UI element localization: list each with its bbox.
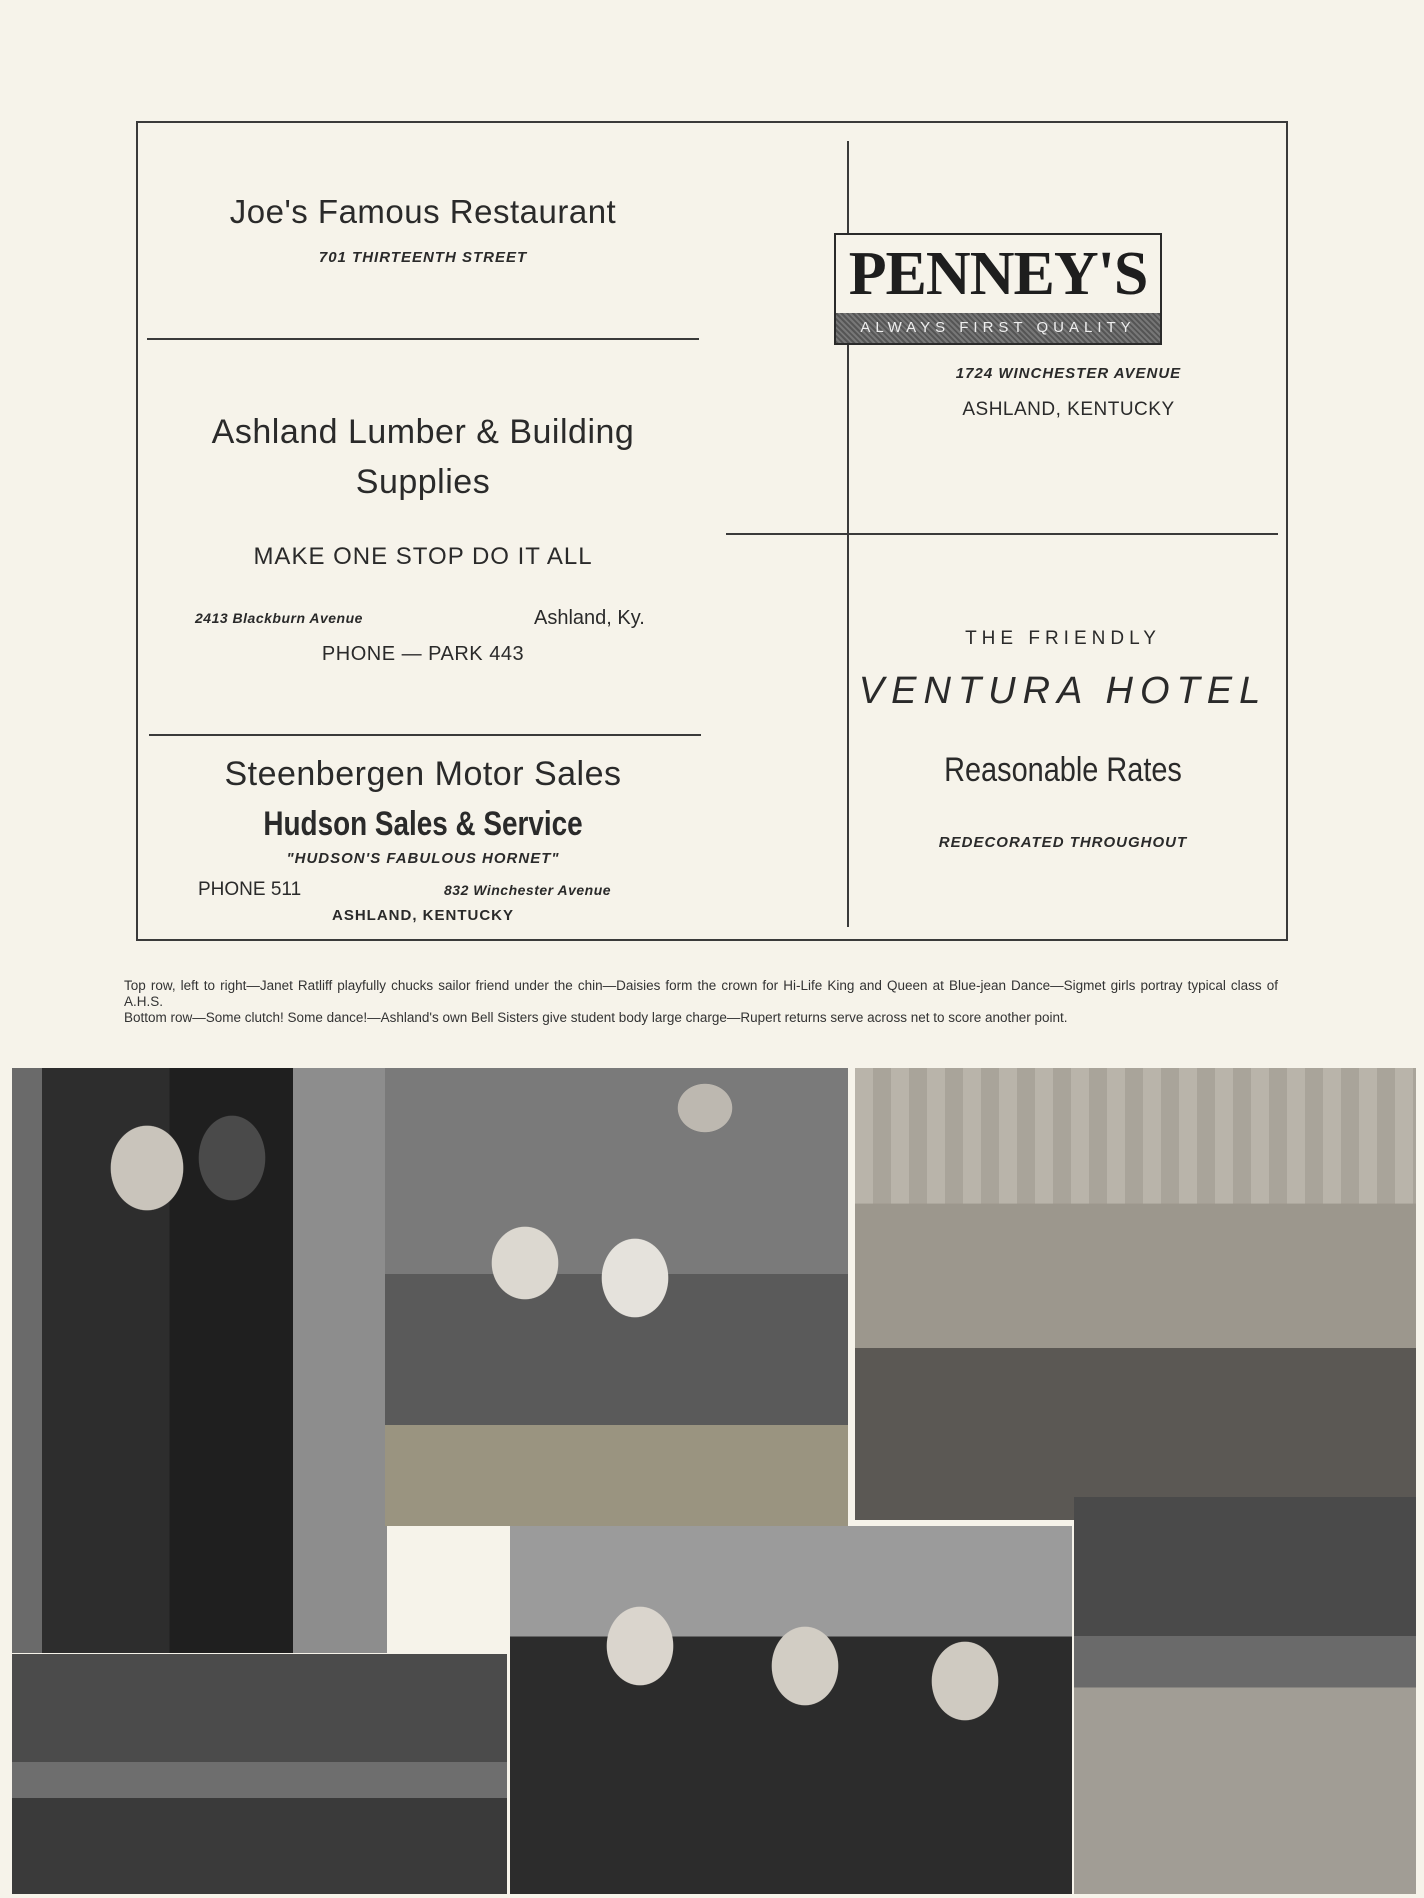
steenbergen-name: Steenbergen Motor Sales	[224, 755, 622, 793]
steenbergen-tagline: "HUDSON'S FABULOUS HORNET"	[286, 850, 560, 867]
penneys-address: 1724 WINCHESTER AVENUE	[955, 365, 1182, 382]
photo-blue-jean-dance-crowning	[385, 1068, 848, 1526]
penneys-logo-word: PENNEY'S	[848, 240, 1148, 308]
photo-classroom-skit	[855, 1068, 1416, 1520]
ventura-note: REDECORATED THROUGHOUT	[938, 834, 1188, 851]
lumber-slogan: MAKE ONE STOP DO IT ALL	[253, 543, 593, 570]
photo-tennis-match	[1074, 1497, 1416, 1894]
penneys-logo	[834, 233, 1162, 345]
lumber-address: 2413 Blackburn Avenue	[195, 610, 363, 626]
divider-joes-lumber	[147, 338, 699, 340]
ventura-rates: Reasonable Rates	[944, 751, 1182, 789]
steenbergen-city: ASHLAND, KENTUCKY	[332, 907, 514, 924]
penneys-logo-band: ALWAYS FIRST QUALITY	[836, 313, 1160, 343]
lumber-name-line1: Ashland Lumber & Building	[211, 413, 635, 451]
joes-restaurant-address: 701 THIRTEENTH STREET	[318, 249, 528, 266]
photo-bell-sisters	[510, 1526, 1072, 1894]
caption-top-row: Top row, left to right—Janet Ratliff playfully chucks sailor friend under the chin—Daisies form the crown for Hi-Life King and Queen at Blue-jean Dance—Sigmet girls portray typical class of A.H.S.	[124, 978, 1278, 1009]
ventura-intro: THE FRIENDLY	[965, 628, 1161, 649]
photo-sailor-dance	[12, 1068, 387, 1653]
steenbergen-service: Hudson Sales & Service	[263, 805, 583, 843]
advertisement-box	[136, 121, 1288, 941]
lumber-phone: PHONE — PARK 443	[321, 643, 525, 665]
photo-caption	[124, 978, 1278, 1026]
joes-restaurant-name: Joe's Famous Restaurant	[229, 193, 617, 230]
divider-lumber-steenbergen	[149, 734, 701, 736]
steenbergen-address: 832 Winchester Avenue	[444, 882, 612, 898]
caption-bottom-row: Bottom row—Some clutch! Some dance!—Ashland's own Bell Sisters give student body large charge—Rupert returns serve across net to score another point.	[124, 1010, 1068, 1025]
photo-gym-dance	[12, 1654, 507, 1894]
lumber-city: Ashland, Ky.	[534, 607, 645, 629]
penneys-city: ASHLAND, KENTUCKY	[962, 399, 1175, 420]
steenbergen-phone: PHONE 511	[198, 879, 302, 900]
lumber-name-line2: Supplies	[355, 463, 491, 501]
ventura-name: VENTURA HOTEL	[858, 670, 1268, 712]
divider-penneys-ventura	[726, 533, 1278, 535]
